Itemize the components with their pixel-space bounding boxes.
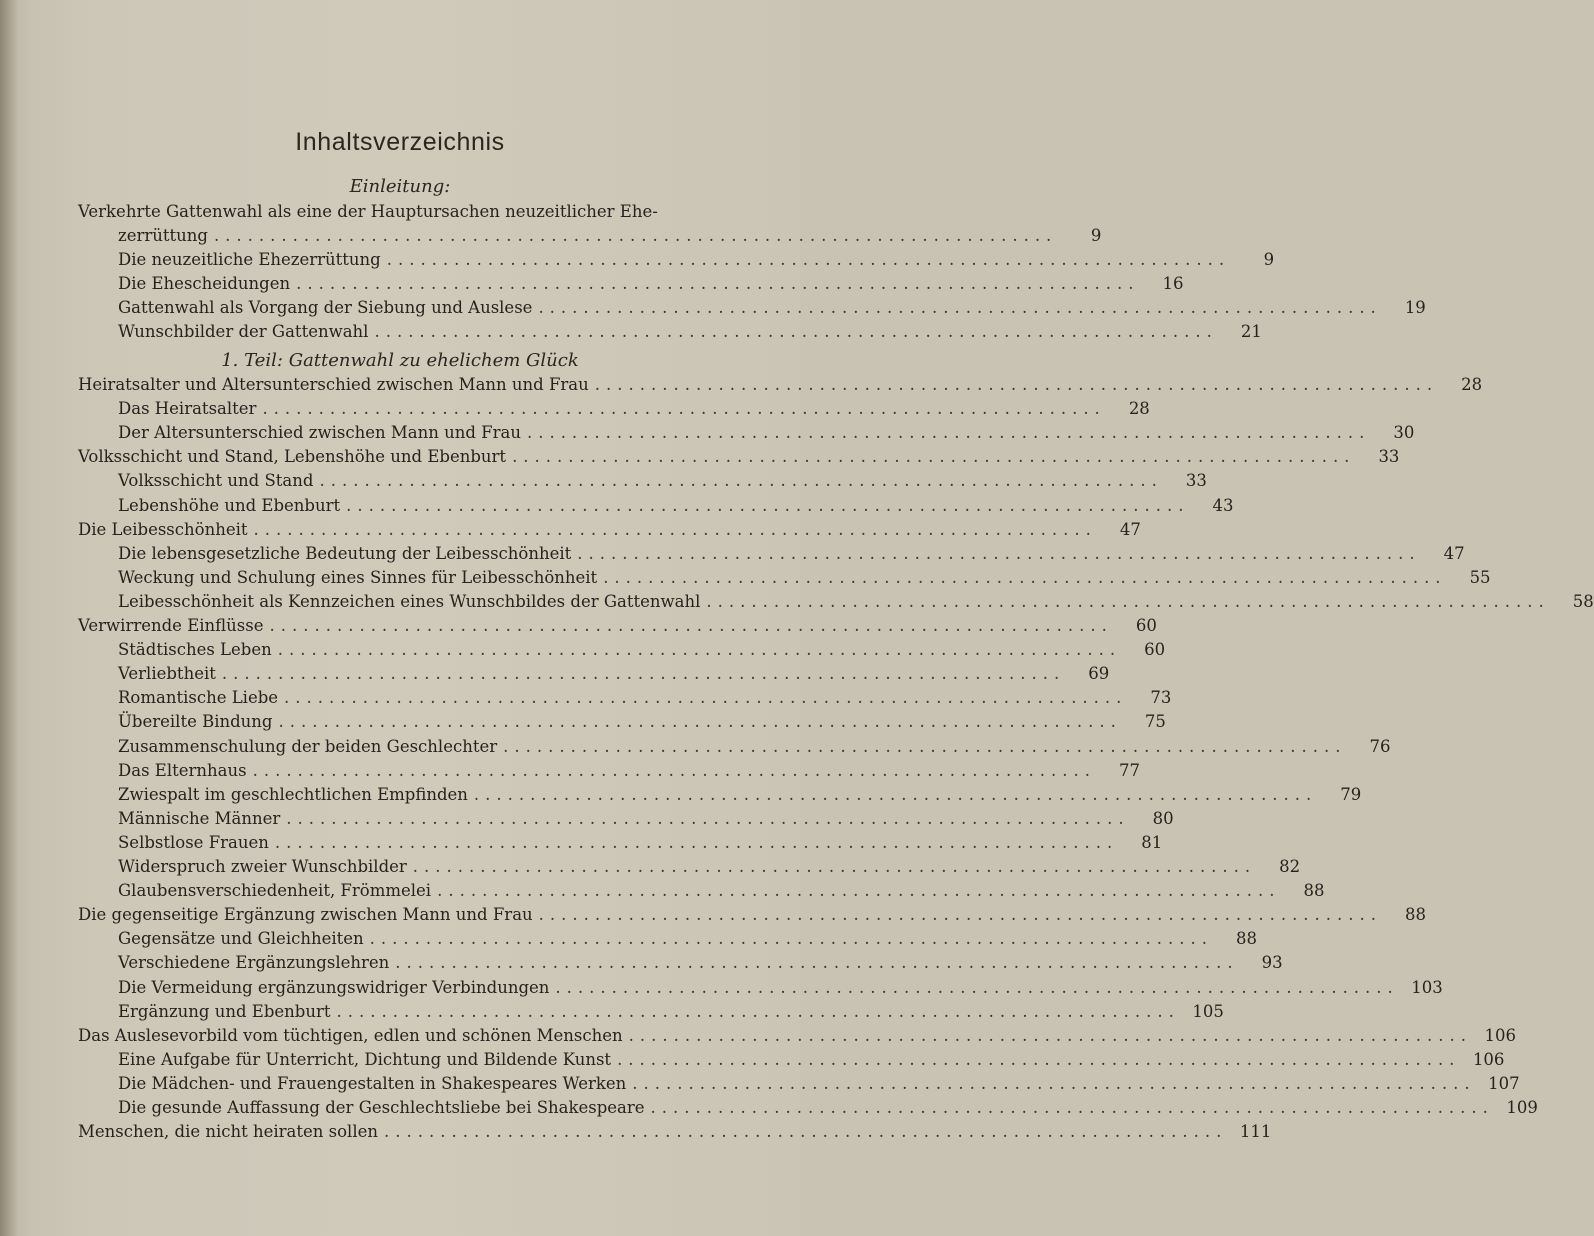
toc-leader-dots: ........................................................................... (555, 977, 1399, 997)
toc-entry (118, 1048, 1505, 1072)
toc-leader-dots: ........................................................................... (284, 688, 1128, 708)
toc-leader-dots: ........................................................................... (503, 736, 1347, 756)
toc-page-number: 47 (1119, 519, 1141, 539)
toc-entry (118, 710, 1166, 734)
toc-entry-title: Das Auslesevorbild vom tüchtigen, edlen und schönen Menschen (78, 1025, 623, 1045)
toc-entry (118, 927, 1258, 951)
toc-page-number: 76 (1369, 736, 1391, 756)
toc-entry-title: Ergänzung und Ebenburt (118, 1001, 331, 1021)
toc-entry (118, 1096, 1538, 1120)
toc-page-number: 58 (1572, 591, 1594, 611)
toc-leader-dots: ........................................................................... (603, 567, 1447, 587)
toc-page-number: 93 (1261, 953, 1283, 973)
toc-page-number: 47 (1443, 543, 1465, 563)
toc-leader-dots: ........................................................................... (277, 640, 1122, 660)
toc-entry-title: Menschen, die nicht heiraten sollen (78, 1122, 379, 1142)
toc-entry (118, 296, 1426, 320)
toc-entry (78, 903, 1427, 927)
toc-entry (118, 1072, 1520, 1096)
toc-page-number: 77 (1118, 760, 1140, 780)
toc-page-number: 88 (1236, 929, 1258, 949)
page-title: Inhaltsverzeichnis (295, 128, 505, 156)
toc-page-number: 9 (1090, 226, 1102, 245)
toc-entry-title: Zwiespalt im geschlechtlichen Empfinden (118, 784, 468, 804)
toc-entry-title: Glaubensverschiedenheit, Frömmelei (118, 881, 432, 901)
toc-page-number: 16 (1162, 274, 1184, 294)
toc-leader-dots: ........................................................................... (336, 1001, 1180, 1021)
toc-entry (118, 855, 1301, 879)
toc-leader-dots: ........................................................................... (473, 784, 1318, 804)
toc-entry-title: Städtisches Leben (118, 640, 272, 660)
toc-entry-title: Das Heiratsalter (118, 399, 257, 419)
toc-entry-title: Zusammenschulung der beiden Geschlechter (118, 736, 498, 756)
toc-entry (118, 469, 1207, 493)
toc-entry-title: Romantische Liebe (118, 688, 279, 708)
toc-entry-title: Die Leibesschönheit (78, 519, 248, 539)
toc-entry (118, 662, 1110, 686)
toc-page-number: 69 (1088, 664, 1110, 684)
toc-leader-dots: ........................................................................... (512, 447, 1356, 467)
toc-entry-title: Volksschicht und Stand, Lebenshöhe und Ebenburt (78, 447, 507, 467)
toc-page-number: 80 (1152, 808, 1174, 828)
toc-entry-title: Verschiedene Ergänzungslehren (118, 953, 390, 973)
toc-page-number: 60 (1144, 640, 1166, 660)
toc-page-number: 28 (1128, 399, 1150, 419)
toc-entry-title: Übereilte Bindung (118, 712, 273, 732)
toc-leader-dots: ........................................................................... (538, 905, 1383, 925)
toc-leader-dots: ........................................................................... (526, 423, 1371, 443)
toc-leader-dots: ........................................................................... (269, 616, 1113, 635)
toc-entry-title: Männische Männer (118, 808, 281, 828)
toc-entry-title: Die Ehescheidungen (118, 274, 291, 294)
toc-page-number: 75 (1144, 712, 1166, 732)
toc-leader-dots: ........................................................................... (252, 760, 1096, 780)
toc-leader-dots: ........................................................................... (374, 322, 1218, 342)
toc-leader-dots: ........................................................................... (262, 399, 1106, 419)
toc-page-number: 73 (1150, 688, 1172, 708)
toc-entry (118, 320, 1262, 344)
toc-entry (78, 1024, 1516, 1048)
toc-leader-dots: ........................................................................... (650, 1098, 1494, 1117)
section-heading-einleitung: Einleitung: (349, 176, 451, 197)
toc-entry-title: Volksschicht und Stand (118, 471, 314, 491)
toc-page-number: 43 (1212, 495, 1234, 515)
toc-leader-dots: ........................................................................... (296, 274, 1140, 294)
toc-leader-dots: ........................................................................... (369, 929, 1214, 949)
toc-entry (118, 759, 1140, 783)
toc-page-number: 107 (1488, 1073, 1520, 1093)
toc-entry-title: Verliebtheit (118, 664, 216, 684)
toc-leader-dots: ........................................................................... (384, 1122, 1228, 1142)
toc-page-number: 106 (1484, 1025, 1516, 1045)
toc-leader-dots: ........................................................................... (274, 832, 1119, 852)
toc-entry-title: Die gegenseitige Ergänzung zwischen Mann und Frau (78, 905, 533, 925)
toc-page-number: 55 (1469, 567, 1491, 587)
toc-entry (118, 272, 1184, 296)
toc-entry-title: Heiratsalter und Altersunterschied zwischen Mann und Frau (78, 375, 589, 394)
toc-entry (118, 783, 1362, 807)
toc-entry (118, 686, 1172, 710)
toc-leader-dots: ........................................................................... (577, 543, 1421, 563)
toc-leader-dots: ........................................................................... (628, 1025, 1472, 1045)
toc-entry (78, 1120, 1272, 1144)
toc-leader-dots: ........................................................................... (437, 881, 1281, 901)
toc-entry (118, 397, 1150, 421)
toc-entry-title: Die gesunde Auffassung der Geschlechtsliebe bei Shakespeare (118, 1098, 645, 1117)
section-heading-teil-1: 1. Teil: Gattenwahl zu ehelichem Glück (221, 350, 579, 371)
toc-entry-title: Lebenshöhe und Ebenburt (118, 495, 341, 515)
toc-leader-dots: ........................................................................... (538, 298, 1382, 318)
toc-page-number: 82 (1279, 857, 1301, 876)
toc-leader-dots: ........................................................................... (386, 250, 1231, 270)
toc-page-number: 88 (1303, 881, 1325, 901)
toc-entry (118, 542, 1465, 566)
toc-entry (118, 831, 1163, 855)
toc-leader-dots: ........................................................................... (253, 519, 1097, 539)
toc-page-number: 30 (1393, 423, 1415, 443)
toc-entry (78, 614, 1157, 638)
toc-entry (78, 445, 1400, 469)
toc-entry-title: zerrüttung (118, 226, 208, 245)
toc-page-number: 79 (1340, 784, 1362, 804)
toc-page-number: 33 (1185, 471, 1207, 491)
toc-entry-title: Die lebensgesetzliche Bedeutung der Leibesschönheit (118, 543, 572, 563)
toc-leader-dots: ........................................................................... (213, 226, 1058, 245)
toc-entry (78, 373, 1483, 397)
toc-page-number: 33 (1378, 447, 1400, 467)
toc-entry (118, 1000, 1224, 1024)
toc-leader-dots: ........................................................................... (395, 953, 1239, 973)
toc-leader-dots: ........................................................................... (278, 712, 1122, 732)
toc-entry (118, 421, 1415, 445)
toc-leader-dots: ........................................................................... (632, 1073, 1476, 1093)
toc-page-number: 106 (1472, 1049, 1505, 1069)
toc-page-number: 88 (1405, 905, 1427, 925)
toc-entry (118, 494, 1234, 518)
toc-entry-title: Die neuzeitliche Ehezerrüttung (118, 250, 381, 270)
toc-entry (118, 879, 1325, 903)
toc-page-number: 60 (1135, 616, 1157, 635)
toc-leader-dots: ........................................................................... (286, 808, 1130, 828)
toc-entry (118, 951, 1283, 975)
toc-page-number: 81 (1141, 832, 1163, 852)
toc-entry (118, 807, 1174, 831)
toc-leader-dots: ........................................................................... (412, 857, 1257, 876)
toc-page-number: 109 (1506, 1098, 1538, 1117)
toc-entry-title: Gegensätze und Gleichheiten (118, 929, 364, 949)
toc-entry (118, 248, 1275, 272)
toc-entry-title: Die Mädchen- und Frauengestalten in Shakespeares Werken (118, 1073, 627, 1093)
toc-leader-dots: ........................................................................... (346, 495, 1190, 515)
toc-entry-title: Weckung und Schulung eines Sinnes für Leibesschönheit (118, 567, 598, 587)
toc-entry-title: Der Altersunterschied zwischen Mann und Frau (118, 423, 521, 443)
toc-entry-title: Leibesschönheit als Kennzeichen eines Wunschbildes der Gattenwahl (118, 591, 701, 611)
toc-entry-title: Wunschbilder der Gattenwahl (118, 322, 369, 342)
toc-entry-title: Eine Aufgabe für Unterricht, Dichtung und Bildende Kunst (118, 1049, 612, 1069)
toc-entry-title: Selbstlose Frauen (118, 832, 269, 852)
toc-entry-title: Widerspruch zweier Wunschbilder (118, 857, 407, 876)
toc-leader-dots: ........................................................................... (594, 375, 1439, 394)
toc-leader-dots: ........................................................................... (706, 591, 1550, 611)
toc-entry (118, 638, 1166, 662)
toc-page-number: 28 (1461, 375, 1483, 394)
toc-page-number: 103 (1411, 977, 1443, 997)
toc-entry (118, 976, 1443, 1000)
toc-entry (118, 735, 1391, 759)
toc-entry (118, 590, 1594, 614)
toc-entry-title: Verwirrende Einflüsse (78, 616, 264, 635)
toc-entry (118, 566, 1491, 590)
toc-entry-title: Gattenwahl als Vorgang der Siebung und Auslese (118, 298, 533, 318)
toc-entry (78, 518, 1141, 542)
toc-entry (118, 224, 1102, 248)
toc-page-number: 111 (1239, 1122, 1272, 1142)
toc-page-number: 105 (1192, 1001, 1224, 1021)
toc-leader-dots: ........................................................................... (617, 1049, 1461, 1069)
toc-page-number: 9 (1263, 250, 1275, 270)
toc-page-number: 19 (1404, 298, 1426, 318)
toc-leader-dots: ........................................................................... (319, 471, 1163, 491)
toc-leader-dots: ........................................................................... (221, 664, 1066, 684)
toc-page-number: 21 (1240, 322, 1262, 342)
toc-entry-title: Das Elternhaus (118, 760, 247, 780)
toc-entry-title: Die Vermeidung ergänzungswidriger Verbindungen (118, 977, 550, 997)
toc-entry-first-line: Verkehrte Gattenwahl als eine der Hauptursachen neuzeitlicher Ehe- (78, 202, 658, 221)
